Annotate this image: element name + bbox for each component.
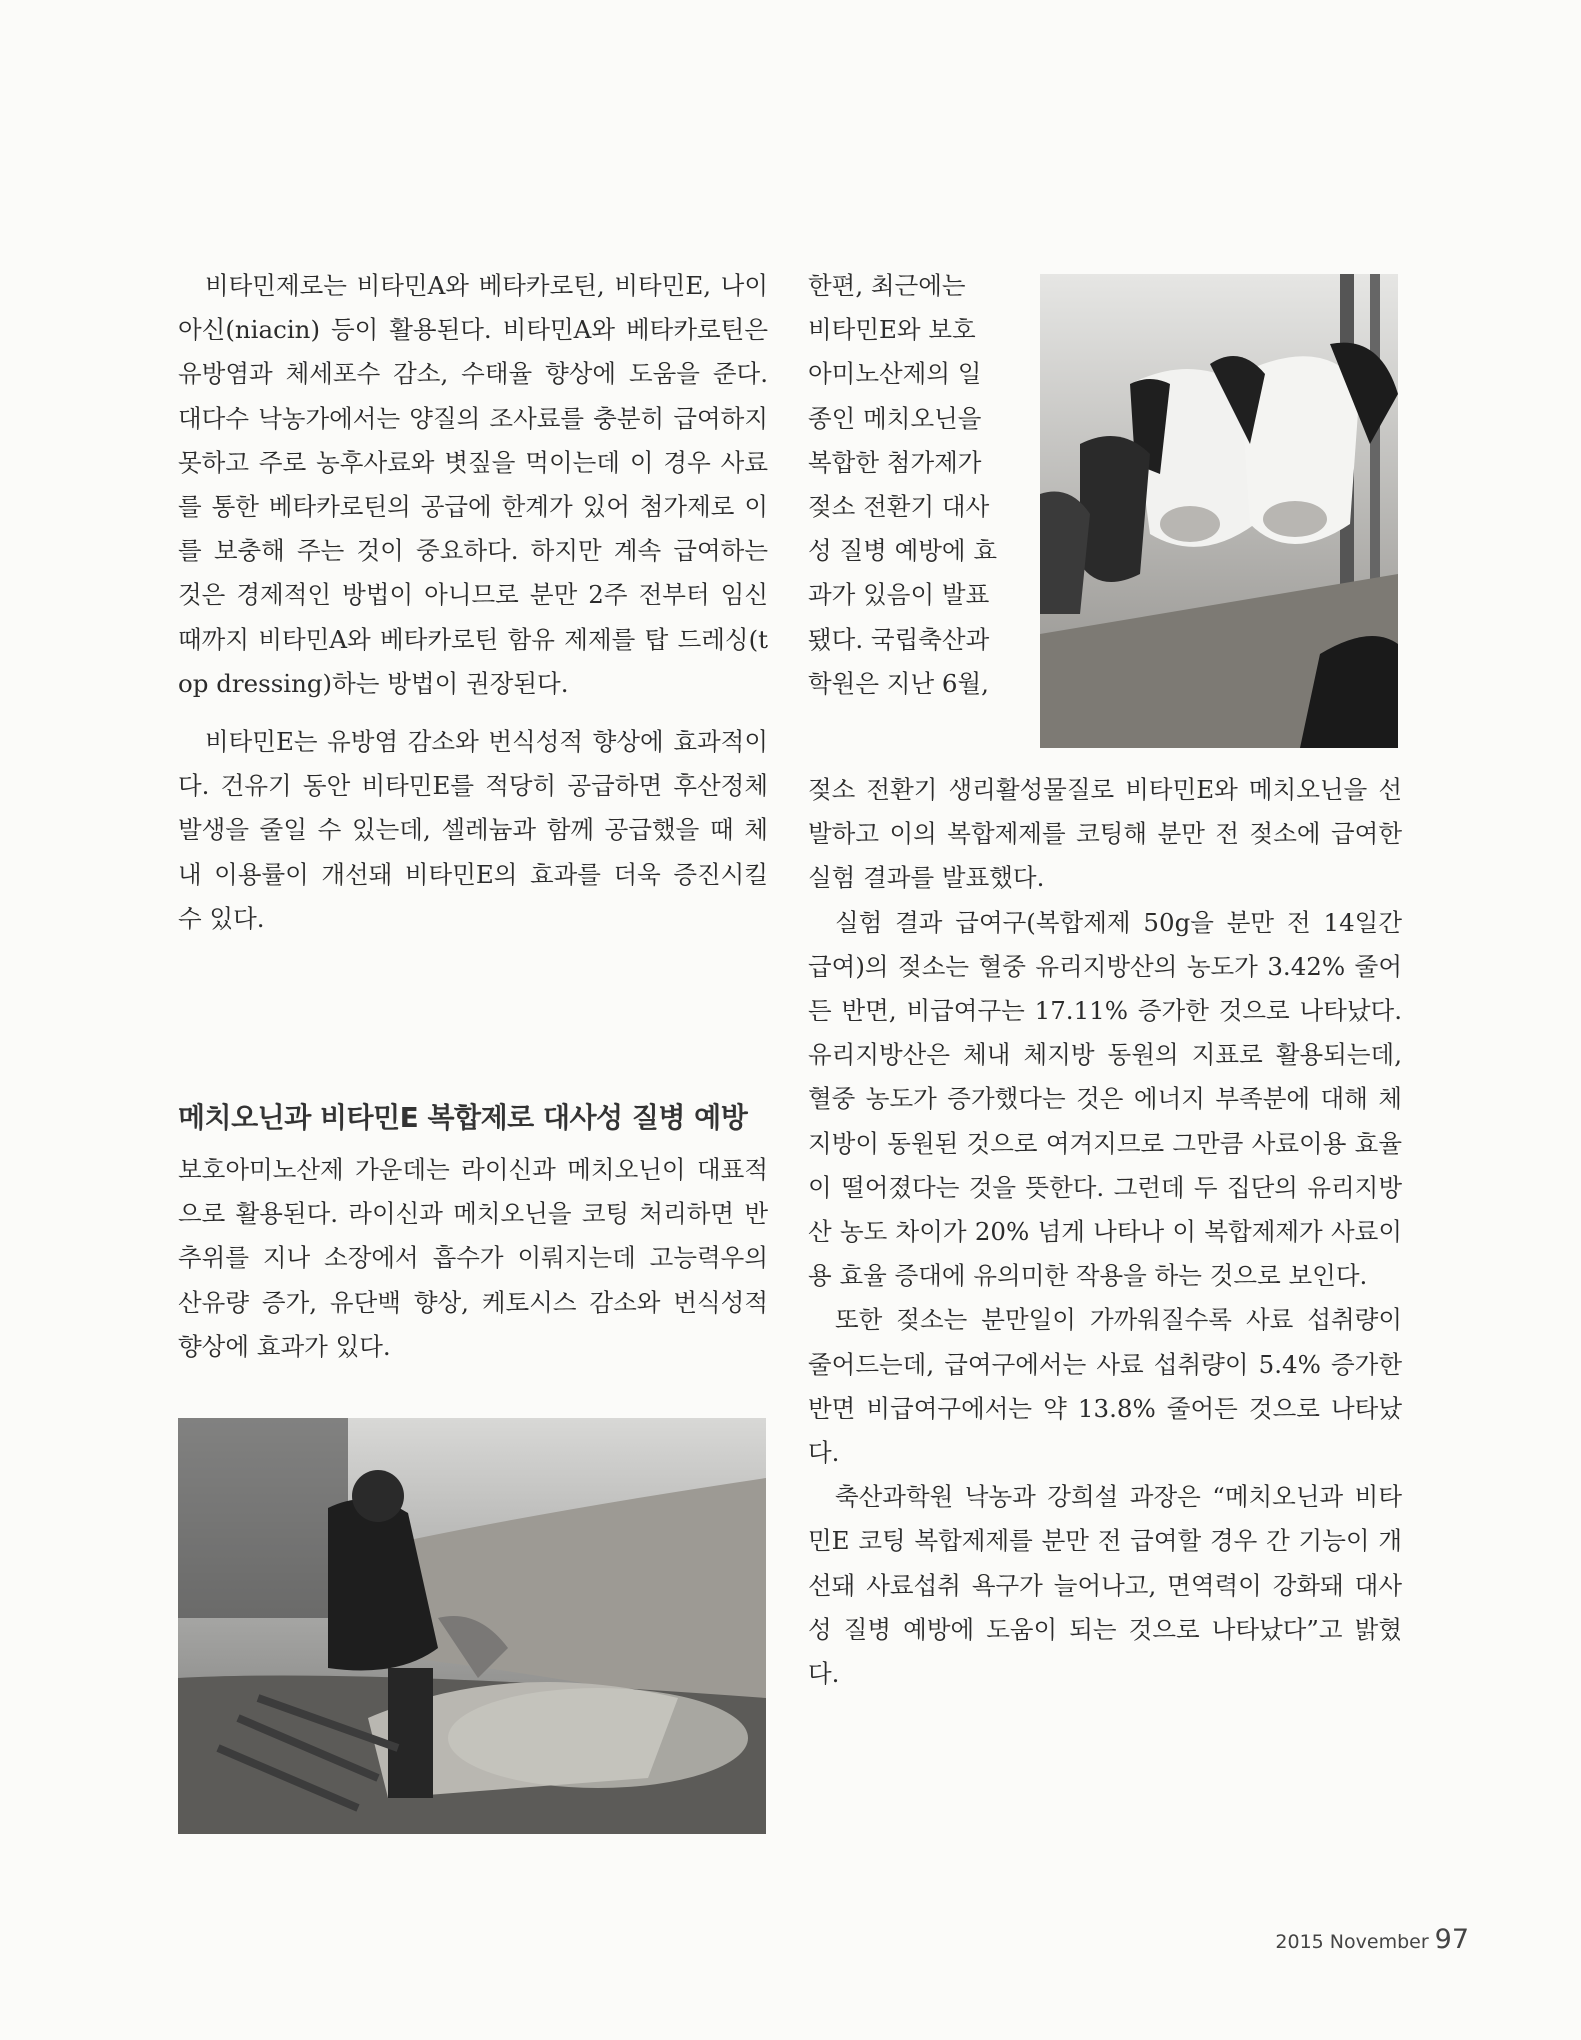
intro-line: 비타민E와 보호 bbox=[808, 315, 976, 345]
right-column-intro bbox=[808, 264, 1030, 706]
farmer-photo-graphic bbox=[178, 1418, 766, 1834]
intro-line: 종인 메치오닌을 bbox=[808, 403, 982, 433]
farmer-feeding-photo bbox=[178, 1418, 766, 1834]
right-column-body bbox=[808, 768, 1402, 1696]
intro-line: 학원은 지난 6월, bbox=[808, 668, 989, 698]
left-column-body bbox=[178, 264, 768, 941]
paragraph-results: 실험 결과 급여구(복합제제 50g을 분만 전 14일간 급여)의 젖소는 혈중 유리지방산의 농도가 3.42% 줄어든 반면, 비급여구는 17.11% 증가한 것으로 나타났다. 유리지방산은 체내 체지방 동원의 지표로 활용되는데, 혈중 농도가 증가했다는 것은 에너지 부족분에 대해 체지방이 동원된 것으로 여겨지므로 그만큼 사료이용 효율이 떨어졌다는 것을 뜻한다. 그런데 두 집단의 유리지방산 농도 차이가 20% 넘게 나타나 이 복합제제가 사료이용 효율 증대에 유의미한 작용을 하는 것으로 보인다. bbox=[808, 907, 1402, 1291]
paragraph-quote: 축산과학원 낙농과 강희설 과장은 “메치오닌과 비타민E 코팅 복합제제를 분만 전 급여할 경우 간 기능이 개선돼 사료섭취 욕구가 늘어나고, 면역력이 강화돼 대사성 질병 예방에 도움이 되는 것으로 나타났다”고 밝혔다. bbox=[808, 1482, 1402, 1689]
paragraph-vitamin-a: 비타민제로는 비타민A와 베타카로틴, 비타민E, 나이아신(niacin) 등이 활용된다. 비타민A와 베타카로틴은 유방염과 체세포수 감소, 수태율 향상에 도움을 준다. 대다수 낙농가에서는 양질의 조사료를 충분히 급여하지 못하고 주로 농후사료와 볏짚을 먹이는데 이 경우 사료를 통한 베타카로틴의 공급에 한계가 있어 첨가제로 이를 보충해 주는 것이 중요하다. 하지만 계속 급여하는 것은 경제적인 방법이 아니므로 분만 2주 전부터 임신 때까지 비타민A와 베타카로틴 함유 제제를 탑 드레싱(top dressing)하는 방법이 권장된다. bbox=[178, 271, 768, 698]
section-body bbox=[178, 1148, 768, 1369]
cows-photo-graphic bbox=[1040, 274, 1398, 748]
intro-line: 과가 있음이 발표 bbox=[808, 580, 990, 610]
intro-line: 성 질병 예방에 효 bbox=[808, 536, 998, 566]
paragraph-amino-acids: 보호아미노산제 가운데는 라이신과 메치오닌이 대표적으로 활용된다. 라이신과 메치오닌을 코팅 처리하면 반추위를 지나 소장에서 흡수가 이뤄지는데 고능력우의 산유량 증가, 유단백 향상, 케토시스 감소와 번식성적 향상에 효과가 있다. bbox=[178, 1155, 768, 1361]
cows-photo bbox=[1040, 274, 1398, 748]
paragraph-feed-intake: 또한 젖소는 분만일이 가까워질수록 사료 섭취량이 줄어드는데, 급여구에서는 사료 섭취량이 5.4% 증가한 반면 비급여구에서는 약 13.8% 줄어든 것으로 나타났다. bbox=[808, 1305, 1402, 1468]
intro-line: 젖소 전환기 대사 bbox=[808, 492, 990, 522]
section-heading: 메치오닌과 비타민E 복합제로 대사성 질병 예방 bbox=[178, 1101, 748, 1134]
paragraph-nias-study: 젖소 전환기 생리활성물질로 비타민E와 메치오닌을 선발하고 이의 복합제제를 코팅해 분만 전 젖소에 급여한 실험 결과를 발표했다. bbox=[808, 775, 1402, 893]
intro-line: 아미노산제의 일 bbox=[808, 359, 982, 389]
page-number: 97 bbox=[1434, 1924, 1469, 1955]
intro-line: 됐다. 국립축산과 bbox=[808, 624, 990, 654]
issue-date: 2015 November bbox=[1275, 1931, 1429, 1953]
page-folio bbox=[1275, 1924, 1469, 1955]
paragraph-vitamin-e: 비타민E는 유방염 감소와 번식성적 향상에 효과적이다. 건유기 동안 비타민E를 적당히 공급하면 후산정체 발생을 줄일 수 있는데, 셀레늄과 함께 공급했을 때 체내 이용률이 개선돼 비타민E의 효과를 더욱 증진시킬 수 있다. bbox=[178, 727, 768, 933]
intro-line: 한편, 최근에는 bbox=[808, 271, 966, 300]
intro-line: 복합한 첨가제가 bbox=[808, 447, 982, 477]
